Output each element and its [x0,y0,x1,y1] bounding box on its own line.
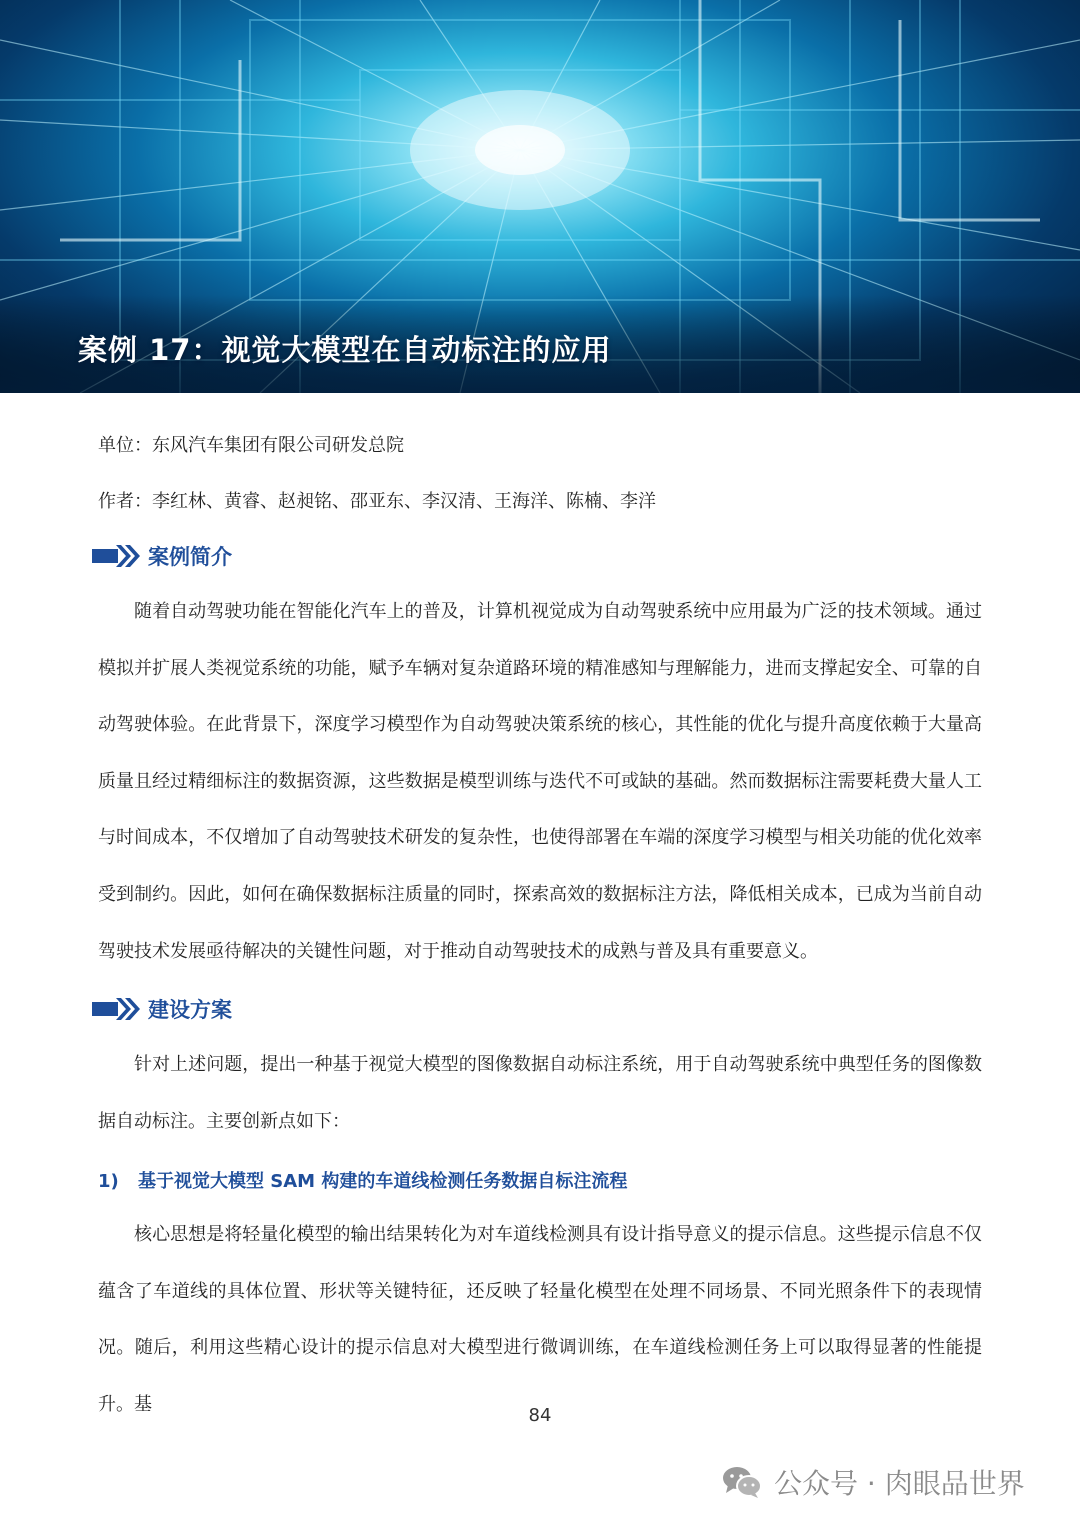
authors-line: 作者：李红林、黄睿、赵昶铭、邵亚东、李汉清、王海洋、陈楠、李洋 [98,491,656,512]
watermark-text: 公众号 · 肉眼品世界 [774,1467,1025,1500]
page-number: 84 [528,1405,552,1426]
subheading-item-1 [98,1167,627,1193]
item-number: 1) [98,1171,119,1192]
section-heading-plan [92,994,232,1024]
unit-line: 单位：东风汽车集团有限公司研发总院 [98,435,404,456]
item-title: 基于视觉大模型 SAM 构建的车道线检测任务数据自标注流程 [138,1171,628,1192]
item-1-paragraph: 核心思想是将轻量化模型的输出结果转化为对车道线检测具有设计指导意义的提示信息。这些提示信息不仅蕴含了车道线的具体位置、形状等关键特征，还反映了轻量化模型在处理不同场景、不同光照条件下的表现情况。随后，利用这些精心设计的提示信息对大模型进行微调训练，在车道线检测任务上可以取得显著的性能提升。基 [98,1224,982,1415]
section-heading-intro [92,541,232,571]
double-chevron-icon [92,997,140,1021]
plan-paragraph: 针对上述问题，提出一种基于视觉大模型的图像数据自动标注系统，用于自动驾驶系统中典型任务的图像数据自动标注。主要创新点如下： [98,1054,982,1132]
double-chevron-icon [92,544,140,568]
banner-title: 案例 17：视觉大模型在自动标注的应用 [78,333,612,367]
section-label: 案例简介 [148,545,232,569]
watermark [722,1462,1025,1502]
intro-paragraph: 随着自动驾驶功能在智能化汽车上的普及，计算机视觉成为自动驾驶系统中应用最为广泛的技术领域。通过模拟并扩展人类视觉系统的功能，赋予车辆对复杂道路环境的精准感知与理解能力，进而支撑起安全、可靠的自动驾驶体验。在此背景下，深度学习模型作为自动驾驶决策系统的核心，其性能的优化与提升高度依赖于大量高质量且经过精细标注的数据资源，这些数据是模型训练与迭代不可或缺的基础。然而数据标注需要耗费大量人工与时间成本，不仅增加了自动驾驶技术研发的复杂性，也使得部署在车端的深度学习模型与相关功能的优化效率受到制约。因此，如何在确保数据标注质量的同时，探索高效的数据标注方法，降低相关成本，已成为当前自动驾驶技术发展亟待解决的关键性问题，对于推动自动驾驶技术的成熟与普及具有重要意义。 [98,601,982,962]
cover-banner [0,0,1080,393]
wechat-icon [722,1465,762,1499]
section-label: 建设方案 [148,998,232,1022]
